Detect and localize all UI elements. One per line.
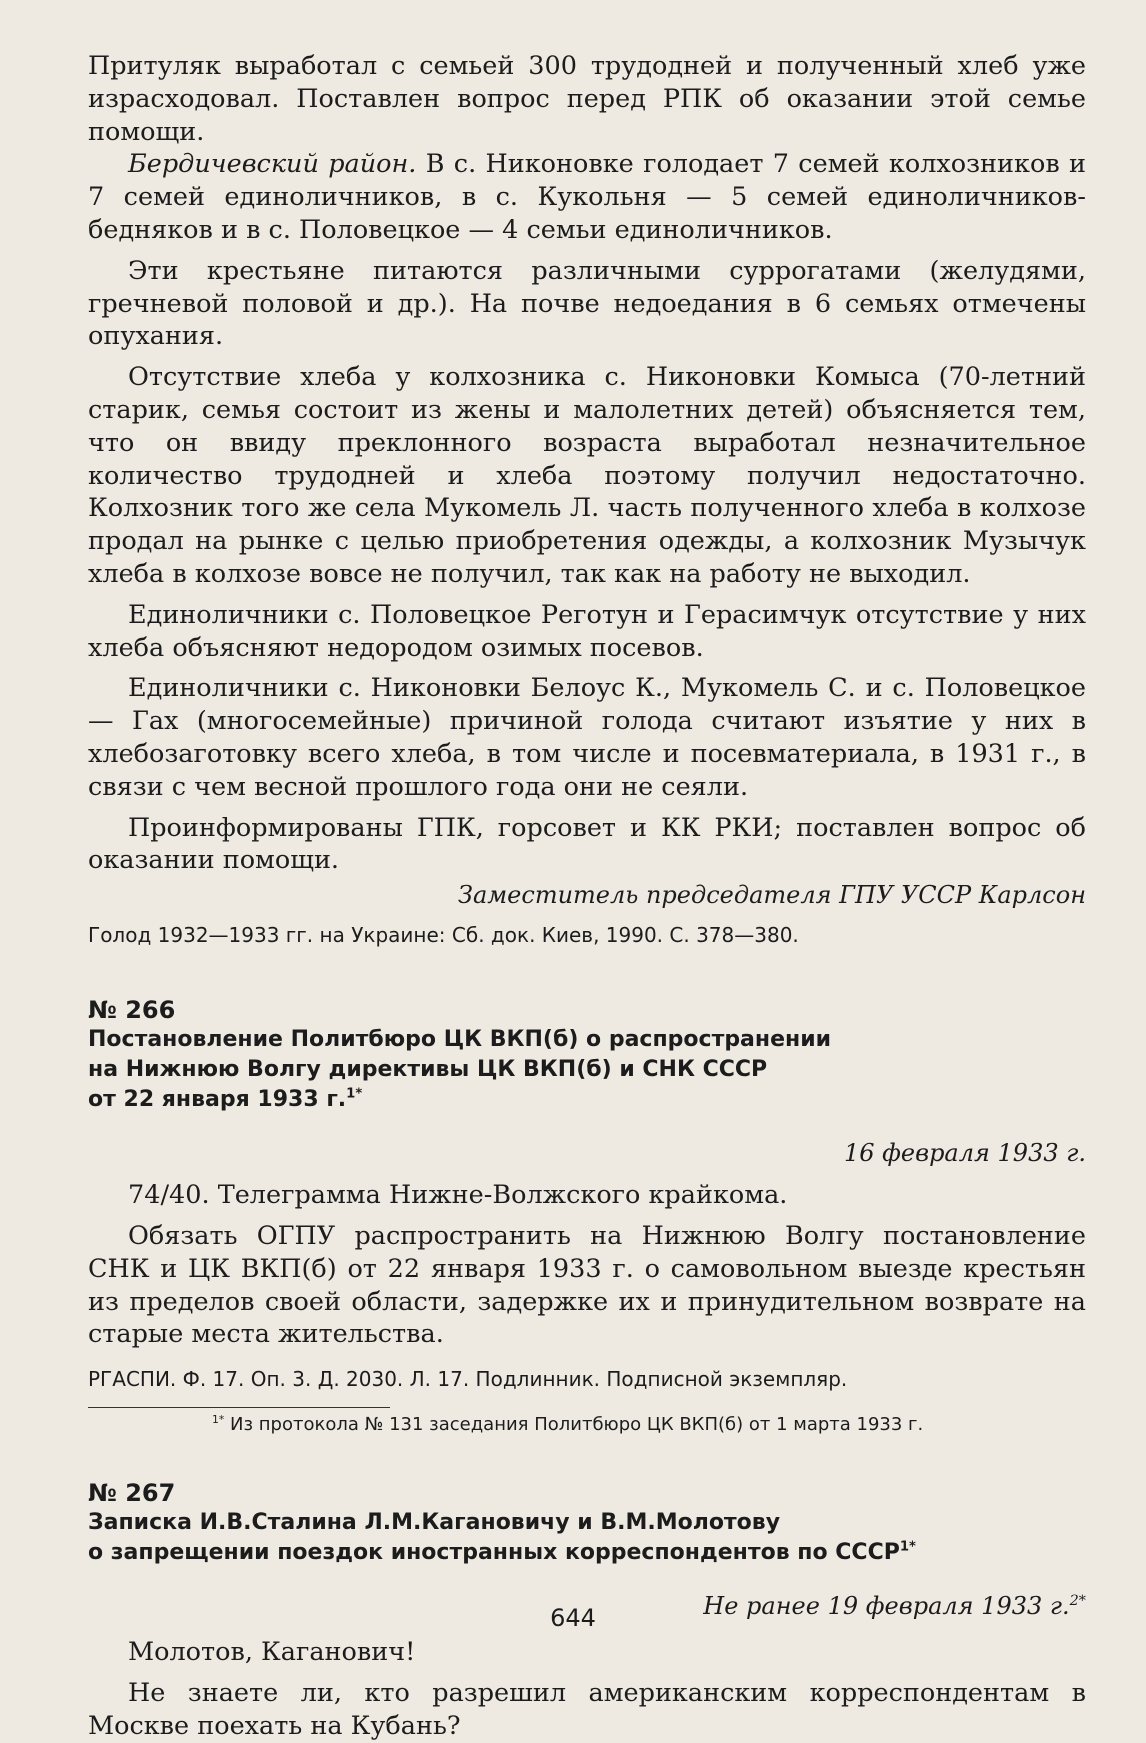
document-title-text: о запрещении поездок иностранных корреспондентов по СССР [88, 1540, 900, 1566]
document-number: № 267 [88, 1479, 176, 1508]
document-title-text: от 22 января 1933 г. [88, 1087, 347, 1113]
paragraph: Проинформированы ГПК, горсовет и КК РКИ; поставлен вопрос об оказании помощи. [88, 812, 1086, 876]
footnote-text: Из протокола № 131 заседания Политбюро ЦК ВКП(б) от 1 марта 1933 г. [230, 1414, 924, 1436]
paragraph: Отсутствие хлеба у колхозника с. Никоновки Комыса (70-летний старик, семья состоит из жены и малолетних детей) объясняется тем, что он ввиду преклонного возраста выработал незначительное количество трудодней и хлеба поэтому получил недостаточно. Колхозник того же села Мукомель Л. часть полученного хлеба в колхозе продал на рынке с целью приобретения одежды, а колхозник Музычук хлеба в колхозе вовсе не получил, так как на работу не выходил. [88, 362, 1086, 589]
footnote-marker: 1* [899, 1539, 916, 1555]
document-title-line: на Нижнюю Волгу директивы ЦК ВКП(б) и СНК СССР [88, 1057, 768, 1083]
paragraph: Притуляк выработал с семьей 300 трудодней и полученный хлеб уже израсходовал. Поставлен вопрос перед РПК об оказании этой семье помощи. [88, 51, 1086, 147]
footnote-marker: 1* [212, 1413, 225, 1427]
paragraph: Не знаете ли, кто разрешил американским корреспондентам в Москве поехать на Кубань? [88, 1677, 1086, 1741]
document-title-line [88, 1538, 1086, 1568]
paragraph: Эти крестьяне питаются различными суррогатами (желудями, гречневой половой и др.). На почве недоедания в 6 семьях отмечены опухания. [88, 255, 1086, 352]
document-number: № 266 [88, 996, 176, 1025]
document-date-text: Не ранее 19 февраля 1933 г. [703, 1592, 1070, 1621]
document-title-line [88, 1085, 1086, 1115]
paragraph [88, 148, 1086, 246]
paragraph-text: В с. Никоновке голодает 7 семей колхозников и 7 семей единоличников, в с. Кукольня — 5 семей единоличников-бедняков и в с. Половецкое — 4 семьи единоличников. [88, 149, 1087, 245]
district-heading: Бердичевский район. [128, 149, 417, 180]
source-citation: Голод 1932—1933 гг. на Украине: Сб. док. Киев, 1990. С. 378—380. [88, 923, 799, 948]
document-date: 16 февраля 1933 г. [843, 1139, 1086, 1168]
paragraph: Единоличники с. Половецкое Реготун и Герасимчук отсутствие у них хлеба объясняют недородом озимых посевов. [88, 599, 1086, 663]
archive-citation: РГАСПИ. Ф. 17. Оп. 3. Д. 2030. Л. 17. Подлинник. Подписной экземпляр. [88, 1367, 848, 1392]
paragraph: Единоличники с. Никоновки Белоус К., Мукомель С. и с. Половецкое — Гах (многосемейные) причиной голода считают изъятие у них в хлебозаготовку всего хлеба, в том числе и посевматериала, в 1931 г., в связи с чем весной прошлого года они не сеяли. [88, 673, 1086, 802]
paragraph: 74/40. Телеграмма Нижне-Волжского крайкома. [128, 1180, 788, 1211]
footnote [88, 1412, 1086, 1438]
text-column [88, 50, 1086, 1743]
salutation: Молотов, Каганович! [128, 1637, 416, 1668]
document-title-line: Записка И.В.Сталина Л.М.Кагановичу и В.М.Молотову [88, 1510, 781, 1536]
paragraph: Обязать ОГПУ распространить на Нижнюю Волгу постановление СНК и ЦК ВКП(б) от 22 января 1933 г. о самовольном выезде крестьян из пределов своей области, задержке их и принудительном возврате на старые места жительства. [88, 1220, 1086, 1350]
footnote-marker: 1* [346, 1086, 363, 1102]
signature: Заместитель председателя ГПУ УССР Карлсон [458, 881, 1086, 910]
document-title-line: Постановление Политбюро ЦК ВКП(б) о распространении [88, 1027, 832, 1053]
page-number: 644 [550, 1604, 596, 1632]
footnote-marker: 2* [1069, 1593, 1086, 1610]
footnote-divider [88, 1407, 390, 1408]
